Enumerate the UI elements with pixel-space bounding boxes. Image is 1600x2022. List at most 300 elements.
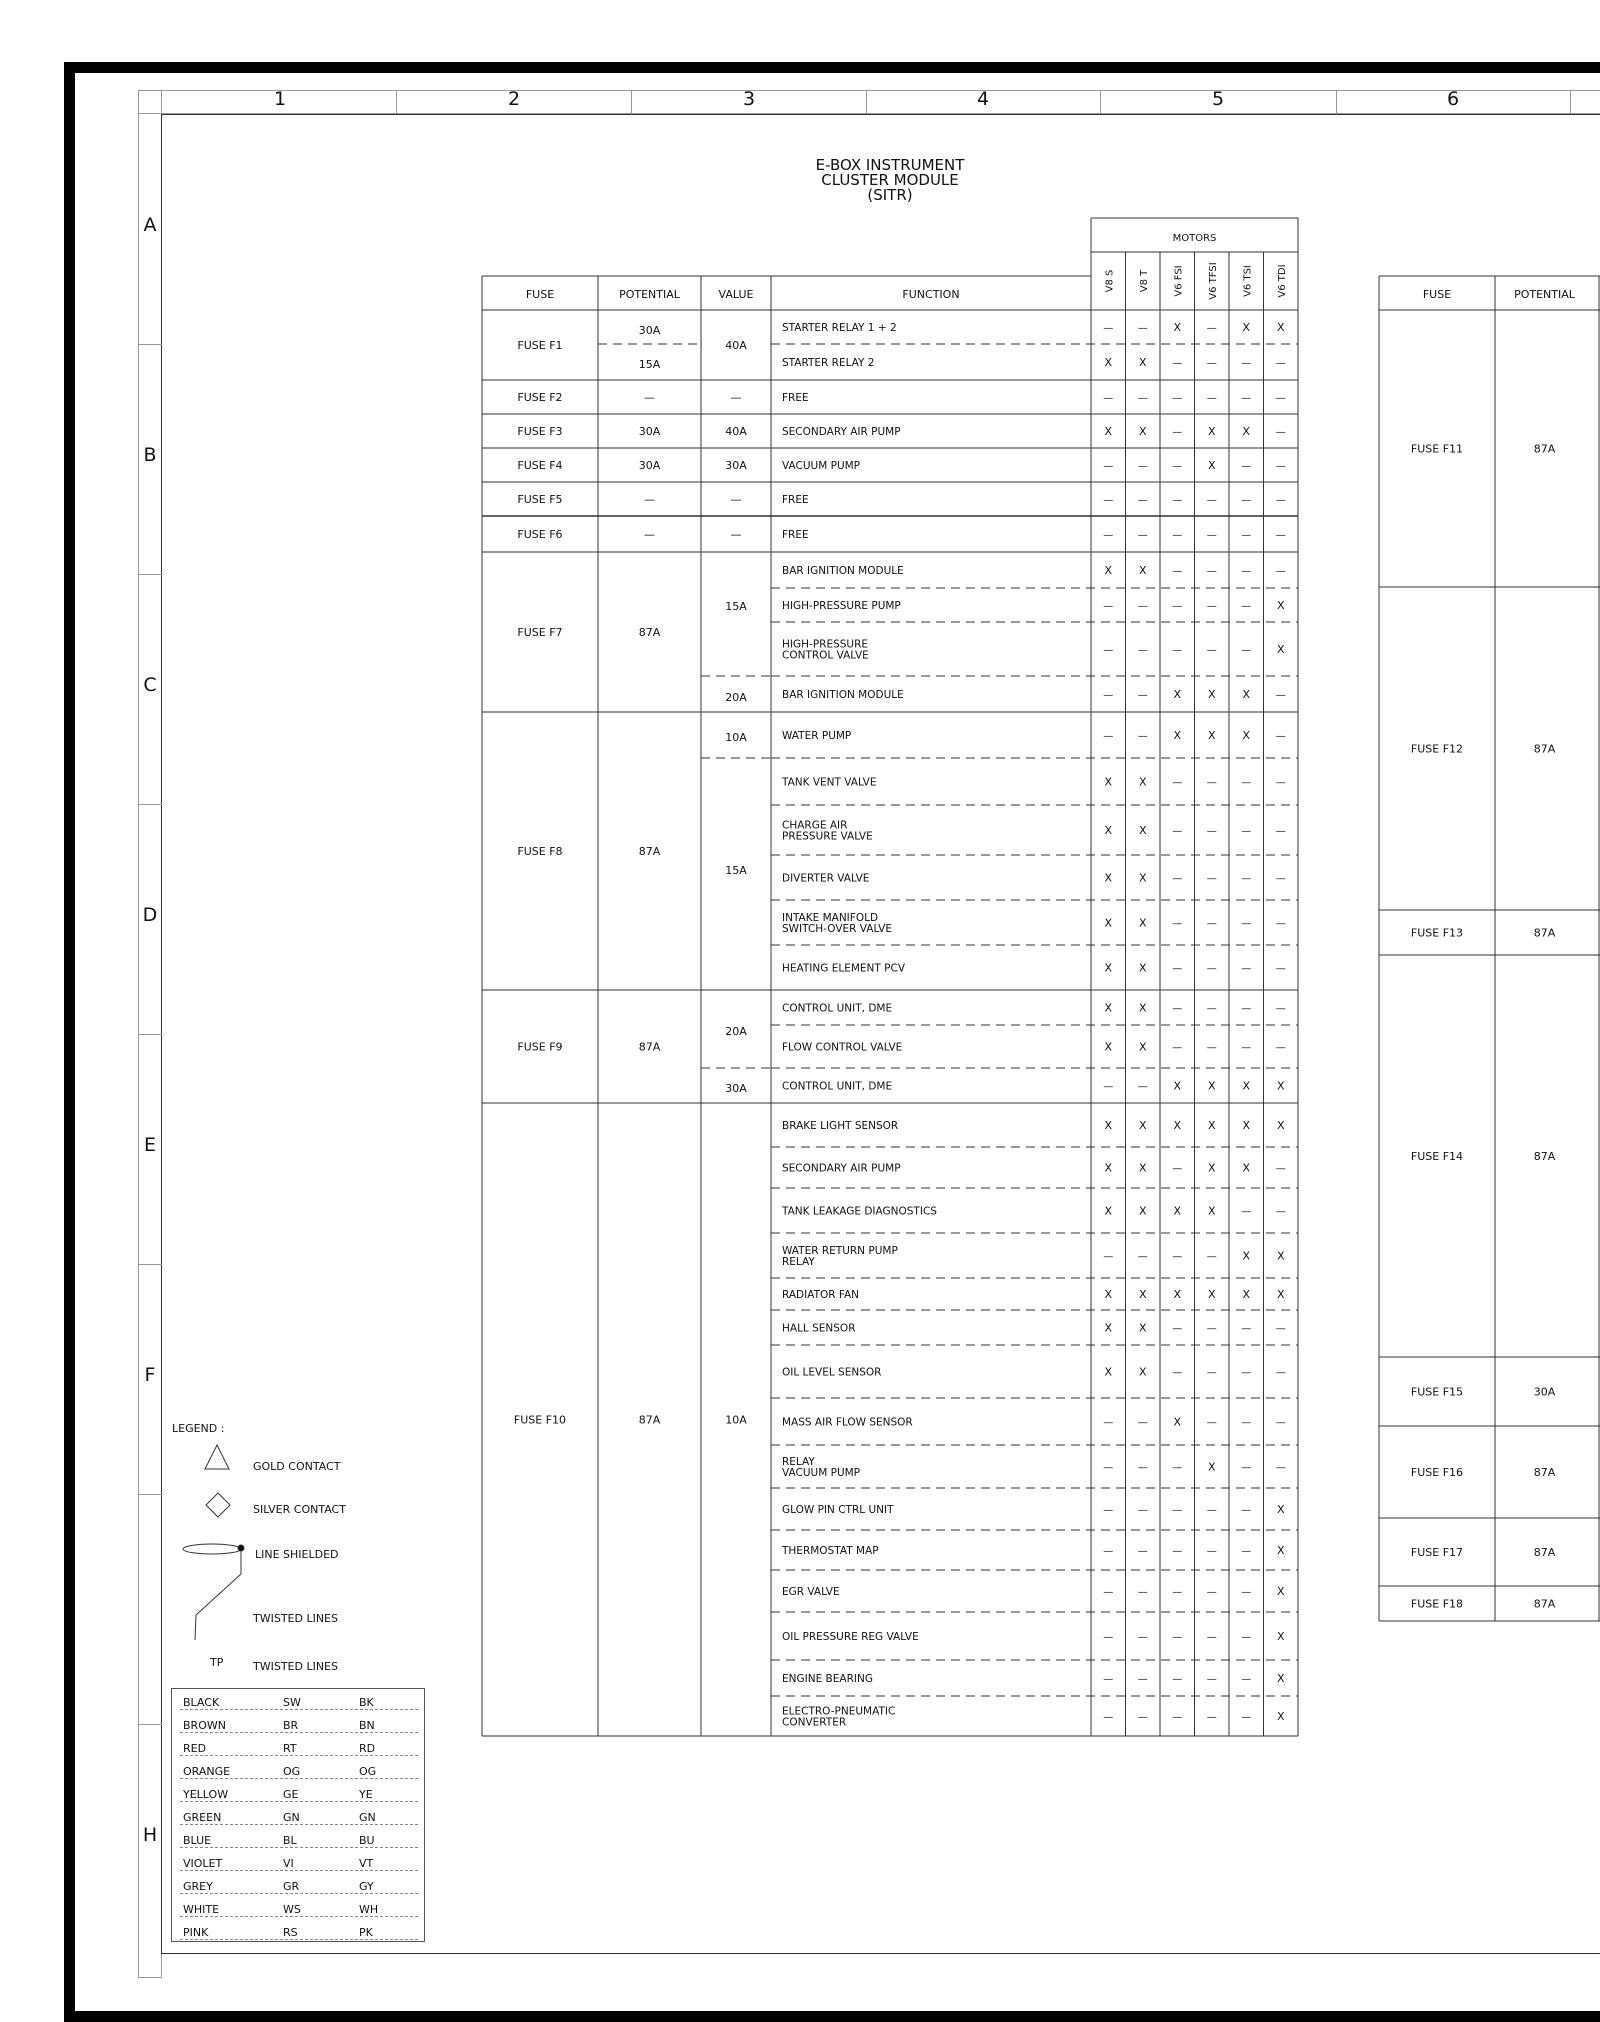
header-fuse: FUSE [525, 288, 555, 301]
motor-mark-dash: — [1241, 873, 1252, 885]
wire-color-entry: RS [283, 1926, 298, 1939]
fuse-potential: 87A [638, 1413, 661, 1427]
motor-mark-x: X [1138, 356, 1147, 369]
motor-mark-dash: — [1241, 963, 1252, 975]
header-potential: POTENTIAL [619, 288, 680, 301]
motor-mark-x: X [1276, 643, 1285, 656]
wire-color-entry: GR [283, 1880, 300, 1893]
wire-color-dotted-line [180, 1916, 418, 1917]
motor-mark-x: X [1104, 961, 1113, 975]
motor-mark-dash: — [1241, 1462, 1252, 1474]
motor-mark-dash: — [1172, 1251, 1183, 1263]
column-label: 4 [976, 88, 990, 110]
table2-fuse-potential: 87A [1533, 742, 1556, 756]
table2-header-fuse: FUSE [1422, 288, 1452, 301]
wire-color-entry: GN [283, 1811, 300, 1824]
motor-mark-x: X [1242, 1119, 1251, 1132]
motor-mark-dash: — [1172, 601, 1183, 612]
function-label: CONTROL UNIT, DME [782, 1002, 893, 1015]
wire-color-entry: SW [283, 1696, 301, 1709]
table2-fuse-name: FUSE F12 [1410, 742, 1464, 756]
motor-header-label: V6 FSI [1173, 265, 1185, 297]
fuse-name: FUSE F9 [517, 1040, 563, 1054]
wire-color-entry: BK [359, 1696, 374, 1709]
motor-mark-dash: — [1172, 358, 1183, 369]
wire-color-entry: GN [359, 1811, 376, 1824]
motor-mark-x: X [1242, 729, 1251, 742]
table2-fuse-name: FUSE F13 [1410, 926, 1464, 940]
motor-mark-x: X [1104, 1365, 1113, 1379]
motor-mark-x: X [1104, 775, 1113, 789]
motor-header-label: V6 TDI [1276, 264, 1288, 298]
wire-color-entry: VT [359, 1857, 374, 1870]
motor-mark-dash: — [1103, 731, 1114, 742]
function-label: BAR IGNITION MODULE [782, 689, 904, 701]
motor-mark-x: X [1138, 1204, 1147, 1218]
motor-mark-x: X [1242, 688, 1251, 701]
motor-mark-dash: — [1275, 1206, 1286, 1218]
legend-gold-contact: GOLD CONTACT [253, 1460, 341, 1473]
motor-header-label: V6 TFSI [1207, 262, 1219, 300]
motor-mark-dash: — [1275, 826, 1286, 837]
motor-mark-dash: — [1103, 1546, 1114, 1557]
motor-header-label: V8 T [1138, 269, 1150, 293]
motor-mark-dash: — [1206, 530, 1217, 541]
motor-mark-x: X [1242, 425, 1251, 438]
motor-mark-dash: — [1172, 918, 1183, 930]
motor-mark-dash: — [1275, 690, 1286, 701]
motor-mark-dash: — [1206, 495, 1217, 506]
fuse-potential: 87A [638, 1040, 661, 1054]
motor-mark-dash: — [1206, 963, 1217, 975]
motor-mark-x: X [1104, 1161, 1113, 1175]
fuse-value: 40A [725, 425, 747, 438]
wire-color-entry: BROWN [183, 1719, 226, 1732]
motor-mark-x: X [1138, 1288, 1147, 1301]
function-label: RELAY VACUUM PUMP [782, 1456, 861, 1479]
motor-mark-dash: — [1206, 1674, 1217, 1685]
motor-mark-dash: — [1241, 1505, 1252, 1516]
motor-mark-x: X [1242, 1161, 1251, 1175]
motor-mark-x: X [1276, 599, 1285, 612]
motor-mark-dash: — [1172, 1674, 1183, 1685]
motor-mark-dash: — [1172, 873, 1183, 885]
table2-fuse-name: FUSE F18 [1410, 1597, 1464, 1611]
motor-mark-dash: — [1275, 731, 1286, 742]
twisted-lines-icon [195, 1615, 196, 1640]
motor-mark-x: X [1138, 916, 1147, 930]
fuse-potential: 87A [638, 845, 661, 858]
wire-color-entry: GREY [183, 1880, 213, 1893]
motor-mark-x: X [1138, 1119, 1147, 1132]
motor-mark-dash: — [1241, 777, 1252, 789]
wire-color-entry: WH [359, 1903, 379, 1916]
motor-mark-x: X [1276, 1544, 1285, 1557]
motor-mark-x: X [1138, 824, 1147, 837]
motor-mark-dash: — [1206, 1712, 1217, 1723]
motor-mark-dash: — [1206, 777, 1217, 789]
function-label: VACUUM PUMP [782, 460, 861, 472]
row-label: C [143, 674, 157, 696]
function-label: WATER PUMP [782, 730, 852, 742]
wire-color-entry: BL [283, 1834, 297, 1847]
motor-mark-dash: — [1241, 1367, 1252, 1379]
motor-mark-dash: — [1241, 826, 1252, 837]
legend-twisted-lines: TWISTED LINES [253, 1612, 338, 1625]
motor-mark-x: X [1104, 1040, 1113, 1054]
motor-mark-dash: — [1137, 645, 1148, 656]
column-label: 3 [742, 88, 756, 110]
wire-color-entry: YELLOW [183, 1788, 229, 1801]
wire-color-dotted-line [180, 1824, 418, 1825]
fuse-value: 15A [725, 864, 747, 877]
motor-mark-dash: — [1206, 1505, 1217, 1516]
wire-color-dotted-line [180, 1709, 418, 1710]
motor-mark-dash: — [1206, 601, 1217, 612]
motor-mark-dash: — [1137, 1712, 1148, 1723]
motor-mark-dash: — [1103, 1417, 1114, 1429]
motor-mark-dash: — [1172, 1462, 1183, 1474]
wire-color-entry: BU [359, 1834, 375, 1847]
legend-silver-contact: SILVER CONTACT [253, 1503, 346, 1516]
motor-mark-dash: — [1172, 777, 1183, 789]
motor-mark-dash: — [1241, 530, 1252, 541]
motor-mark-dash: — [1206, 1587, 1217, 1598]
wire-color-entry: RED [183, 1742, 207, 1755]
line-shielded-ellipse-icon [183, 1544, 241, 1554]
motor-mark-x: X [1173, 729, 1182, 742]
function-label: OIL PRESSURE REG VALVE [782, 1631, 919, 1643]
motor-mark-dash: — [1206, 645, 1217, 656]
motor-mark-dash: — [1206, 1042, 1217, 1054]
wire-color-entry: BLACK [183, 1696, 220, 1709]
motor-mark-dash: — [1241, 918, 1252, 930]
motor-mark-x: X [1138, 1321, 1147, 1335]
fuse-name: FUSE F7 [517, 626, 563, 639]
motor-mark-x: X [1104, 871, 1113, 885]
motor-mark-dash: — [1172, 427, 1183, 438]
motor-mark-x: X [1104, 425, 1113, 438]
motor-mark-dash: — [1137, 690, 1148, 701]
motor-mark-dash: — [1241, 1674, 1252, 1685]
motor-mark-dash: — [1103, 1505, 1114, 1516]
fuse-name: FUSE F6 [517, 528, 563, 541]
function-label: RADIATOR FAN [782, 1289, 860, 1301]
wire-color-entry: GREEN [183, 1811, 222, 1824]
motor-mark-x: X [1207, 1288, 1216, 1301]
motor-mark-dash: — [1137, 1587, 1148, 1598]
motor-mark-dash: — [1241, 566, 1252, 577]
table2-fuse-potential: 87A [1533, 1150, 1556, 1163]
row-label: B [143, 444, 157, 466]
fuse-value: — [730, 493, 742, 506]
motor-mark-x: X [1207, 1161, 1216, 1175]
fuse-potential: — [644, 528, 655, 541]
fuse-potential: 30A [638, 425, 661, 438]
motor-mark-dash: — [1206, 873, 1217, 885]
motor-mark-x: X [1242, 321, 1251, 334]
motor-mark-dash: — [1275, 461, 1286, 472]
wire-color-dotted-line [180, 1732, 418, 1733]
function-label: HIGH-PRESSURE CONTROL VALVE [782, 638, 869, 662]
motor-mark-dash: — [1137, 1417, 1148, 1429]
wire-color-entry: RD [359, 1742, 376, 1755]
motor-mark-x: X [1242, 1079, 1251, 1093]
fuse-potential: 87A [638, 626, 661, 639]
motor-mark-x: X [1207, 1119, 1216, 1132]
motor-mark-x: X [1138, 871, 1147, 885]
motor-mark-x: X [1138, 1161, 1147, 1175]
twisted-lines-icon [196, 1574, 241, 1615]
column-label: 1 [273, 88, 287, 110]
table2-fuse-potential: 87A [1533, 1546, 1556, 1559]
wire-color-entry: GE [283, 1788, 299, 1801]
motor-mark-dash: — [1172, 1042, 1183, 1054]
fuse-value: 30A [725, 1082, 747, 1095]
motor-mark-dash: — [1241, 1587, 1252, 1598]
motor-mark-dash: — [1206, 826, 1217, 837]
table2-fuse-name: FUSE F16 [1410, 1466, 1464, 1479]
function-label: CONTROL UNIT, DME [782, 1080, 893, 1093]
motor-mark-dash: — [1172, 826, 1183, 837]
wire-color-entry: GY [359, 1880, 374, 1893]
motor-mark-x: X [1138, 1001, 1147, 1015]
motor-mark-dash: — [1172, 1367, 1183, 1379]
motor-mark-dash: — [1206, 358, 1217, 369]
motor-mark-x: X [1276, 1249, 1285, 1263]
motor-mark-dash: — [1172, 495, 1183, 506]
motor-mark-dash: — [1172, 461, 1183, 472]
motor-mark-dash: — [1206, 1367, 1217, 1379]
function-label: ENGINE BEARING [782, 1673, 873, 1685]
motor-mark-x: X [1276, 1079, 1285, 1093]
motor-mark-dash: — [1275, 1417, 1286, 1429]
motor-mark-x: X [1276, 1288, 1285, 1301]
motor-mark-x: X [1138, 564, 1147, 577]
motor-mark-dash: — [1137, 393, 1148, 404]
wire-color-entry: WHITE [183, 1903, 220, 1916]
wire-color-entry: ORANGE [183, 1765, 231, 1778]
motor-mark-dash: — [1241, 495, 1252, 506]
row-label: F [144, 1364, 156, 1386]
function-label: GLOW PIN CTRL UNIT [782, 1504, 894, 1516]
wire-color-entry: YE [359, 1788, 373, 1801]
motor-mark-dash: — [1206, 566, 1217, 577]
motor-mark-x: X [1207, 459, 1216, 472]
motor-mark-dash: — [1275, 1462, 1286, 1474]
motor-mark-dash: — [1103, 495, 1114, 506]
motor-mark-x: X [1276, 1630, 1285, 1643]
motor-mark-x: X [1207, 425, 1216, 438]
motor-mark-x: X [1276, 1672, 1285, 1685]
motor-mark-dash: — [1172, 645, 1183, 656]
motor-mark-dash: — [1103, 1712, 1114, 1723]
fuse-name: FUSE F2 [517, 391, 563, 404]
motor-mark-dash: — [1241, 461, 1252, 472]
motor-mark-dash: — [1103, 393, 1114, 404]
motor-mark-dash: — [1241, 645, 1252, 656]
motor-mark-dash: — [1241, 1323, 1252, 1335]
motor-mark-dash: — [1275, 1003, 1286, 1015]
motor-mark-dash: — [1103, 690, 1114, 701]
function-label: INTAKE MANIFOLD SWITCH-OVER VALVE [782, 912, 892, 935]
motor-mark-dash: — [1137, 1462, 1148, 1474]
motor-mark-dash: — [1103, 323, 1114, 334]
motor-mark-dash: — [1241, 358, 1252, 369]
motor-mark-dash: — [1103, 645, 1114, 656]
function-label: BRAKE LIGHT SENSOR [782, 1120, 899, 1132]
fuse-potential: — [644, 493, 655, 506]
motor-mark-dash: — [1137, 1251, 1148, 1263]
motor-mark-dash: — [1137, 601, 1148, 612]
motor-mark-dash: — [1103, 1632, 1114, 1643]
fuse-value: 20A [725, 1025, 747, 1038]
motor-mark-dash: — [1241, 1546, 1252, 1557]
motor-mark-dash: — [1103, 1251, 1114, 1263]
wire-color-entry: BR [283, 1719, 299, 1732]
motor-mark-dash: — [1206, 323, 1217, 334]
fuse-value: 10A [725, 731, 747, 744]
wire-color-dotted-line [180, 1847, 418, 1848]
fuse-name: FUSE F5 [517, 493, 563, 506]
motor-mark-x: X [1276, 1503, 1285, 1516]
motor-mark-x: X [1104, 1321, 1113, 1335]
motor-mark-dash: — [1275, 530, 1286, 541]
legend-twisted-lines-tp: TWISTED LINES [253, 1660, 338, 1673]
motor-mark-dash: — [1241, 1206, 1252, 1218]
table2-fuse-potential: 87A [1533, 1597, 1556, 1611]
function-label: FLOW CONTROL VALVE [782, 1041, 903, 1054]
motor-mark-dash: — [1241, 393, 1252, 404]
function-label: HIGH-PRESSURE PUMP [782, 600, 901, 612]
function-label: MASS AIR FLOW SENSOR [782, 1416, 913, 1429]
function-label: FREE [782, 529, 809, 541]
fuse-name: FUSE F4 [517, 459, 563, 472]
motor-mark-x: X [1104, 824, 1113, 837]
motor-mark-dash: — [1172, 566, 1183, 577]
motor-mark-dash: — [1172, 1163, 1183, 1175]
wire-color-dotted-line [180, 1801, 418, 1802]
function-label: ELECTRO-PNEUMATIC CONVERTER [782, 1705, 896, 1729]
motors-header-label: MOTORS [1172, 233, 1217, 244]
legend-line-shielded: LINE SHIELDED [255, 1548, 339, 1561]
wire-color-entry: PK [359, 1926, 373, 1939]
wire-color-table [171, 1688, 425, 1942]
wire-color-entry: WS [283, 1903, 301, 1916]
function-label: CHARGE AIR PRESSURE VALVE [782, 819, 873, 843]
fuse-potential: 30A [638, 459, 661, 472]
motor-mark-dash: — [1206, 1251, 1217, 1263]
function-label: STARTER RELAY 1 + 2 [782, 322, 897, 334]
motor-mark-dash: — [1172, 1505, 1183, 1516]
motor-mark-x: X [1104, 1001, 1113, 1015]
fuse-value: 20A [725, 691, 747, 704]
table2-fuse-potential: 87A [1533, 926, 1556, 940]
function-label: BAR IGNITION MODULE [782, 565, 904, 577]
motor-mark-dash: — [1275, 495, 1286, 506]
motor-mark-dash: — [1275, 358, 1286, 369]
motor-mark-dash: — [1172, 1323, 1183, 1335]
table2-fuse-name: FUSE F15 [1410, 1385, 1464, 1399]
fuse-name: FUSE F10 [513, 1413, 567, 1427]
motor-mark-x: X [1276, 1710, 1285, 1723]
motor-mark-dash: — [1172, 1587, 1183, 1598]
motor-mark-dash: — [1206, 1632, 1217, 1643]
motor-mark-x: X [1138, 775, 1147, 789]
wire-color-entry: OG [359, 1765, 377, 1778]
line-shielded-dot-icon [238, 1545, 244, 1551]
motor-mark-dash: — [1103, 1081, 1114, 1093]
legend-tp-symbol: TP [210, 1656, 224, 1669]
motor-mark-x: X [1104, 916, 1113, 930]
motor-mark-x: X [1207, 729, 1216, 742]
motor-mark-x: X [1138, 961, 1147, 975]
function-label: SECONDARY AIR PUMP [782, 426, 901, 438]
motor-mark-dash: — [1241, 1003, 1252, 1015]
motor-mark-x: X [1207, 688, 1216, 701]
wire-color-dotted-line [180, 1939, 418, 1940]
wire-color-entry: OG [283, 1765, 301, 1778]
motor-mark-dash: — [1103, 1674, 1114, 1685]
row-label: H [142, 1824, 158, 1846]
wire-color-entry: BN [359, 1719, 375, 1732]
fuse-value: 40A [725, 339, 747, 352]
table2-fuse-potential: 30A [1533, 1385, 1556, 1399]
table2-fuse-name: FUSE F14 [1410, 1150, 1464, 1163]
motor-mark-dash: — [1172, 963, 1183, 975]
motor-mark-dash: — [1206, 1417, 1217, 1429]
table2-fuse-name: FUSE F17 [1410, 1546, 1464, 1559]
function-label: FREE [782, 392, 809, 404]
motor-mark-dash: — [1275, 393, 1286, 404]
motor-mark-dash: — [1275, 963, 1286, 975]
fuse-value: 15A [725, 600, 747, 613]
wire-color-dotted-line [180, 1755, 418, 1756]
motor-mark-x: X [1173, 1288, 1182, 1301]
motor-mark-dash: — [1275, 918, 1286, 930]
motor-mark-dash: — [1103, 1587, 1114, 1598]
motor-mark-dash: — [1103, 601, 1114, 612]
motor-mark-dash: — [1137, 495, 1148, 506]
fuse-name: FUSE F8 [517, 845, 563, 858]
motor-mark-x: X [1104, 564, 1113, 577]
function-label: EGR VALVE [782, 1586, 840, 1598]
fuse-name: FUSE F3 [517, 425, 563, 438]
motor-mark-dash: — [1103, 461, 1114, 472]
wire-color-entry: PINK [183, 1926, 209, 1939]
motor-mark-dash: — [1275, 873, 1286, 885]
wire-color-entry: RT [283, 1742, 297, 1755]
motor-mark-x: X [1104, 356, 1113, 369]
motor-mark-x: X [1276, 1119, 1285, 1132]
motor-mark-dash: — [1275, 1042, 1286, 1054]
motor-mark-dash: — [1172, 1712, 1183, 1723]
function-label: HALL SENSOR [782, 1322, 856, 1335]
motor-mark-x: X [1173, 1079, 1182, 1093]
motor-mark-x: X [1138, 1040, 1147, 1054]
header-value: VALUE [718, 288, 754, 301]
table2-header-potential: POTENTIAL [1514, 288, 1575, 301]
header-function: FUNCTION [902, 288, 960, 301]
function-label: WATER RETURN PUMP RELAY [782, 1245, 898, 1268]
motor-mark-dash: — [1241, 1712, 1252, 1723]
motor-mark-x: X [1276, 1585, 1285, 1598]
motor-mark-dash: — [1137, 1081, 1148, 1093]
diagram-title: E-BOX INSTRUMENT CLUSTER MODULE (SITR) [815, 156, 965, 204]
motor-mark-dash: — [1241, 1632, 1252, 1643]
fuse-value: — [730, 528, 742, 541]
motor-mark-x: X [1276, 321, 1285, 334]
